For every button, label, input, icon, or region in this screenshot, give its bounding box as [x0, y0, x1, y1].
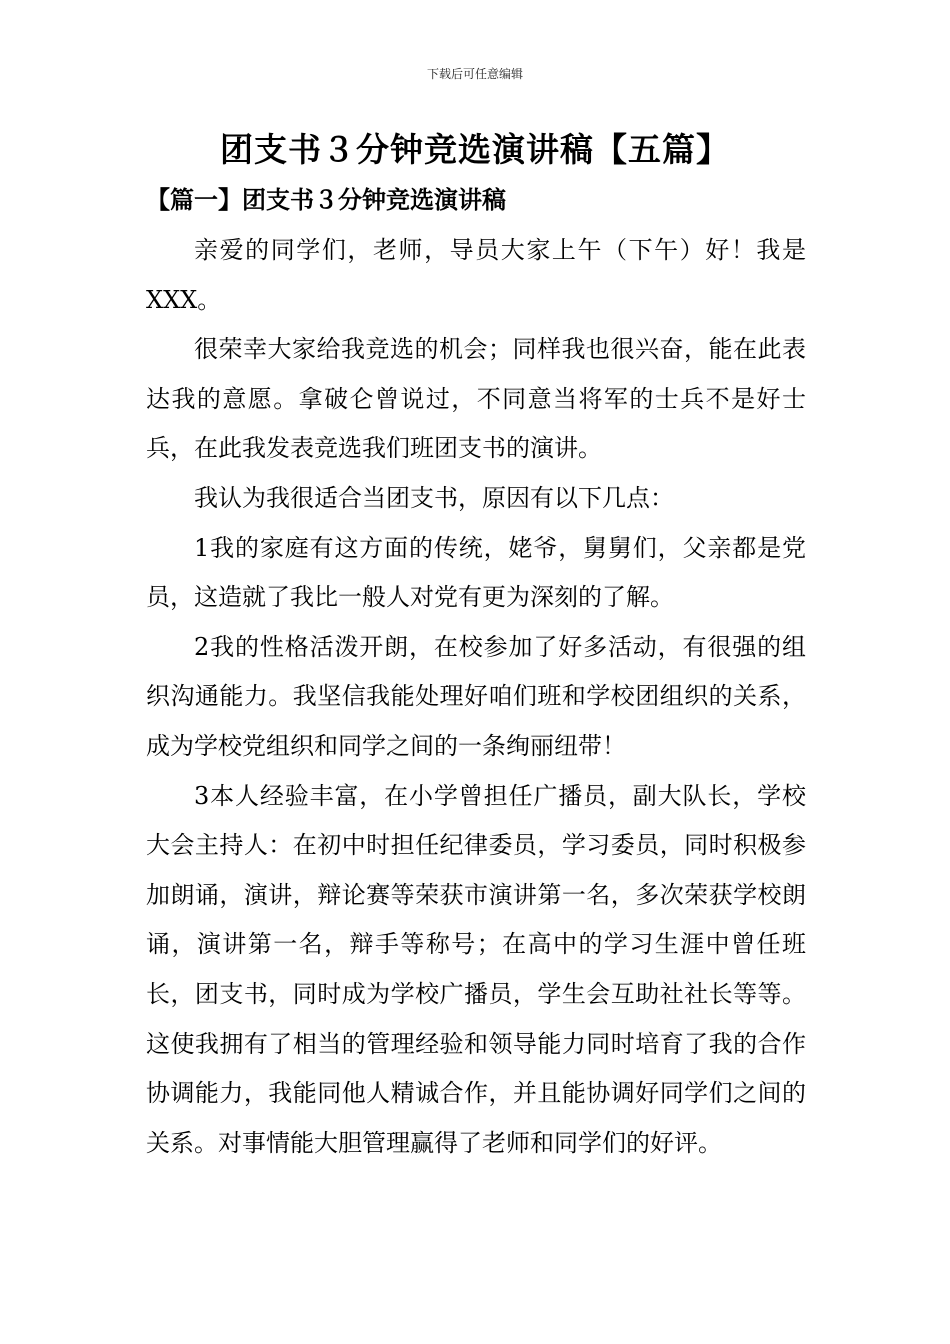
section-heading: 【篇一】团支书３分钟竞选演讲稿	[146, 185, 506, 214]
paragraph: 1我的家庭有这方面的传统，姥爷，舅舅们，父亲都是党员，这造就了我比一般人对党有更为深刻的了解。	[146, 533, 806, 612]
paragraph: 3本人经验丰富，在小学曾担任广播员，副大队长，学校大会主持人：在初中时担任纪律委员，学习委员，同时积极参加朗诵，演讲，辩论赛等荣获市演讲第一名，多次荣获学校朗诵，演讲第一名，辩手等称号；在高中的学习生涯中曾任班长，团支书，同时成为学校广播员，学生会互助社社长等等。这使我拥有了相当的管理经验和领导能力同时培育了我的合作协调能力，我能同他人精诚合作，并且能协调好同学们之间的关系。对事情能大胆管理赢得了老师和同学们的好评。	[146, 781, 806, 1157]
document-title: 团支书３分钟竞选演讲稿【五篇】	[220, 130, 730, 169]
paragraph: 我认为我很适合当团支书，原因有以下几点：	[194, 483, 674, 512]
paragraph: 2我的性格活泼开朗，在校参加了好多活动，有很强的组织沟通能力。我坚信我能处理好咱们班和学校团组织的关系，成为学校党组织和同学之间的一条绚丽纽带！	[146, 632, 806, 760]
paragraph: 很荣幸大家给我竞选的机会；同样我也很兴奋，能在此表达我的意愿。拿破仑曾说过，不同意当将军的士兵不是好士兵，在此我发表竞选我们班团支书的演讲。	[146, 335, 806, 463]
document-body	[146, 226, 806, 1168]
paragraph: 亲爱的同学们，老师，导员大家上午（下午）好！我是XXX。	[146, 236, 806, 314]
header-note: 下载后可任意编辑	[426, 67, 523, 81]
